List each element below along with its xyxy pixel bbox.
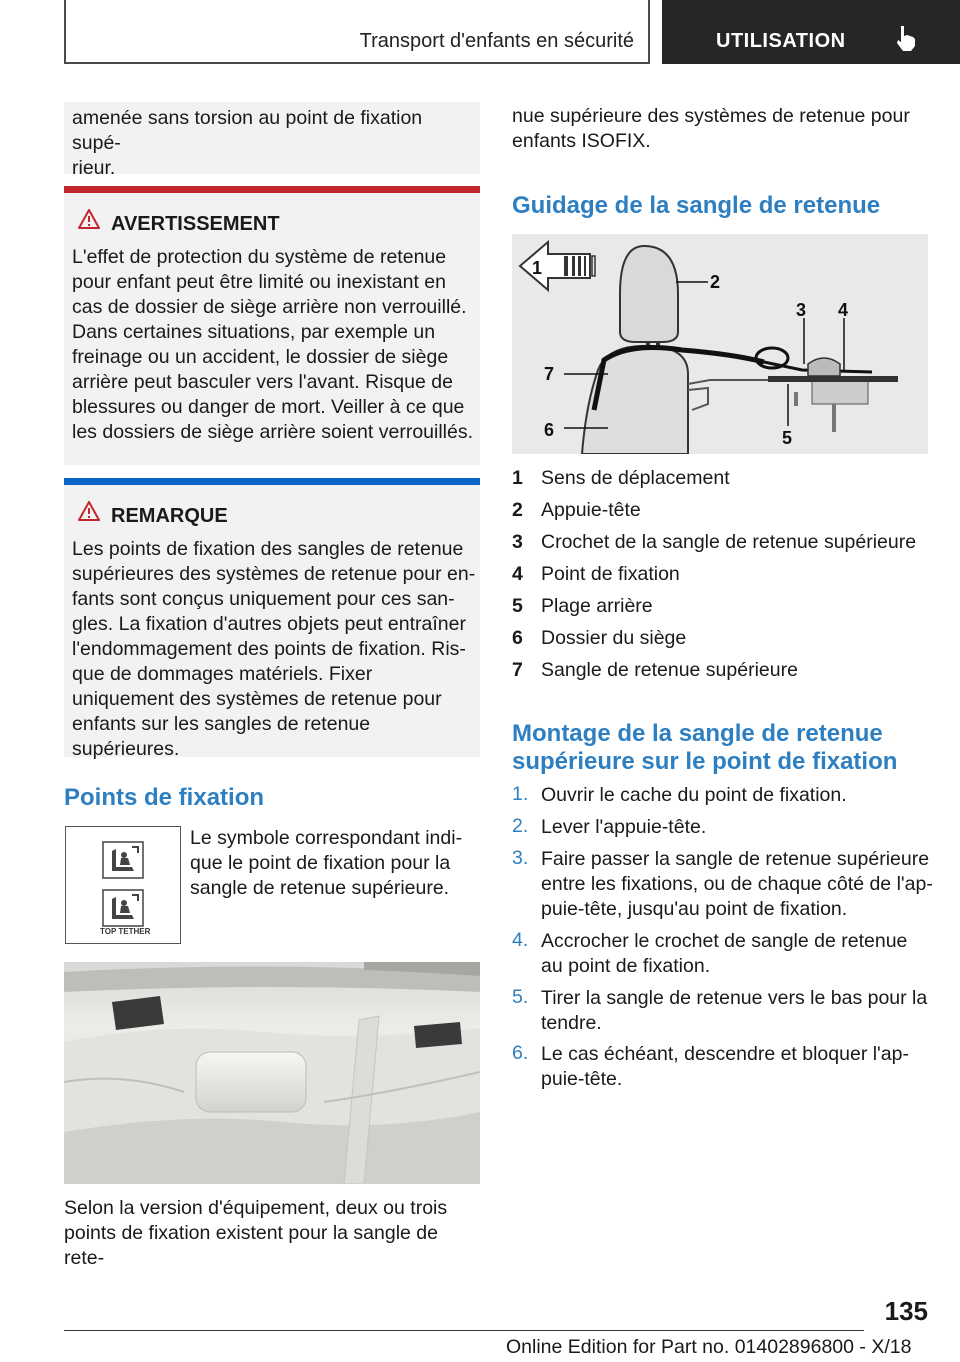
legend-number: 6 — [512, 627, 523, 649]
legend-text: Plage arrière — [541, 595, 653, 617]
continuation-text: nue supérieure des systèmes de retenue pour enfants ISOFIX. — [512, 105, 910, 152]
top-tether-caption: TOP TETHER — [100, 927, 151, 936]
legend-text: Dossier du siège — [541, 627, 687, 649]
tether-routing-diagram — [512, 234, 928, 454]
note-body: Les points de fixation des sangles de retenue supérieures des systèmes de retenue pour en-fants sont conçus uniquement pour ces san-gles. La fixation d'autres objets peut entraîner l'endommagement des points de fixation. Ris-que de dommages matériels. Fixer uniquement des systèmes de retenue pour enfants sur les sangles de retenue supérieures. — [72, 538, 476, 760]
header-section-box — [64, 0, 650, 64]
step-number: 5. — [512, 986, 529, 1008]
diagram-label-7: 7 — [544, 364, 555, 384]
intro-text: amenée sans torsion au point de fixation supé- rieur. — [72, 107, 423, 179]
footer-divider — [64, 1330, 864, 1331]
chapter-tab-label: UTILISATION — [716, 30, 846, 52]
step-text: Tirer la sangle de retenue vers le bas pour la tendre. — [541, 987, 928, 1034]
rear-seat-photo — [64, 962, 480, 1184]
legend-text: Crochet de la sangle de retenue supérieure — [541, 531, 917, 553]
note-bar — [64, 478, 480, 485]
legend-number: 3 — [512, 531, 523, 553]
note-title: REMARQUE — [111, 505, 228, 527]
legend-text: Appuie-tête — [541, 499, 641, 521]
diagram-label-5: 5 — [782, 428, 793, 448]
step-number: 2. — [512, 815, 529, 837]
step-number: 4. — [512, 929, 529, 951]
legend-text: Sangle de retenue supérieure — [541, 659, 798, 681]
warning-bar — [64, 186, 480, 193]
warning-triangle-icon — [78, 209, 100, 229]
legend-text: Point de fixation — [541, 563, 680, 585]
step-text: Ouvrir le cache du point de fixation. — [541, 784, 847, 806]
diagram-label-4: 4 — [838, 300, 849, 320]
points-heading: Points de fixation — [64, 784, 265, 811]
warning-body: L'effet de protection du système de retenue pour enfant peut être limité ou inexistant en cas de dossier de siège arrière non verrouillé. Dans certaines situations, par exemple un freinage ou un accident, le dossier de siège arrière peut basculer vers l'avant. Risque de blessures ou danger de mort. Veiller à ce que les dossiers de siège arrière soient verrouillés. — [72, 246, 474, 443]
legend-number: 4 — [512, 563, 523, 585]
top-tether-symbol-icon — [102, 889, 144, 927]
diagram-label-2: 2 — [710, 272, 721, 292]
step-text: Accrocher le crochet de sangle de retenue au point de fixation. — [541, 930, 908, 977]
warning-box — [64, 193, 480, 465]
header-section-title: Transport d'enfants en sécurité — [359, 30, 634, 52]
diagram-label-1: 1 — [532, 258, 543, 278]
guide-heading: Guidage de la sangle de retenue — [512, 192, 881, 219]
symbol-description: Le symbole correspondant indi-que le point de fixation pour la sangle de retenue supérieure. — [190, 827, 463, 899]
warning-title: AVERTISSEMENT — [111, 213, 280, 235]
pointing-hand-icon — [894, 24, 918, 52]
legend-text: Sens de déplacement — [541, 467, 730, 489]
legend-number: 1 — [512, 467, 523, 489]
step-text: Faire passer la sangle de retenue supérieure entre les fixations, ou de chaque côté de l'ap-puie-tête, jusqu'au point de fixation. — [541, 848, 933, 920]
legend-number: 5 — [512, 595, 523, 617]
child-seat-symbol-icon — [102, 841, 144, 879]
note-box — [64, 485, 480, 760]
legend-number: 2 — [512, 499, 523, 521]
legend-number: 7 — [512, 659, 523, 681]
mount-heading: Montage de la sangle de retenue supérieure sur le point de fixation — [512, 720, 898, 775]
step-number: 1. — [512, 783, 529, 805]
step-number: 6. — [512, 1042, 529, 1064]
step-text: Le cas échéant, descendre et bloquer l'ap-puie-tête. — [541, 1043, 909, 1090]
page-number: 135 — [884, 1296, 928, 1326]
header-chapter-tab[interactable] — [662, 0, 960, 64]
tether-symbol-box — [65, 826, 181, 944]
edition-text: Online Edition for Part no. 01402896800 - X/18 — [506, 1336, 912, 1358]
intro-box — [64, 102, 480, 179]
diagram-label-6: 6 — [544, 420, 555, 440]
step-text: Lever l'appuie-tête. — [541, 816, 707, 838]
step-number: 3. — [512, 847, 529, 869]
diagram-label-3: 3 — [796, 300, 807, 320]
note-triangle-icon — [78, 501, 100, 521]
steps-list — [512, 783, 932, 1103]
equipment-text: Selon la version d'équipement, deux ou trois points de fixation existent pour la sangle de rete- — [64, 1197, 448, 1269]
